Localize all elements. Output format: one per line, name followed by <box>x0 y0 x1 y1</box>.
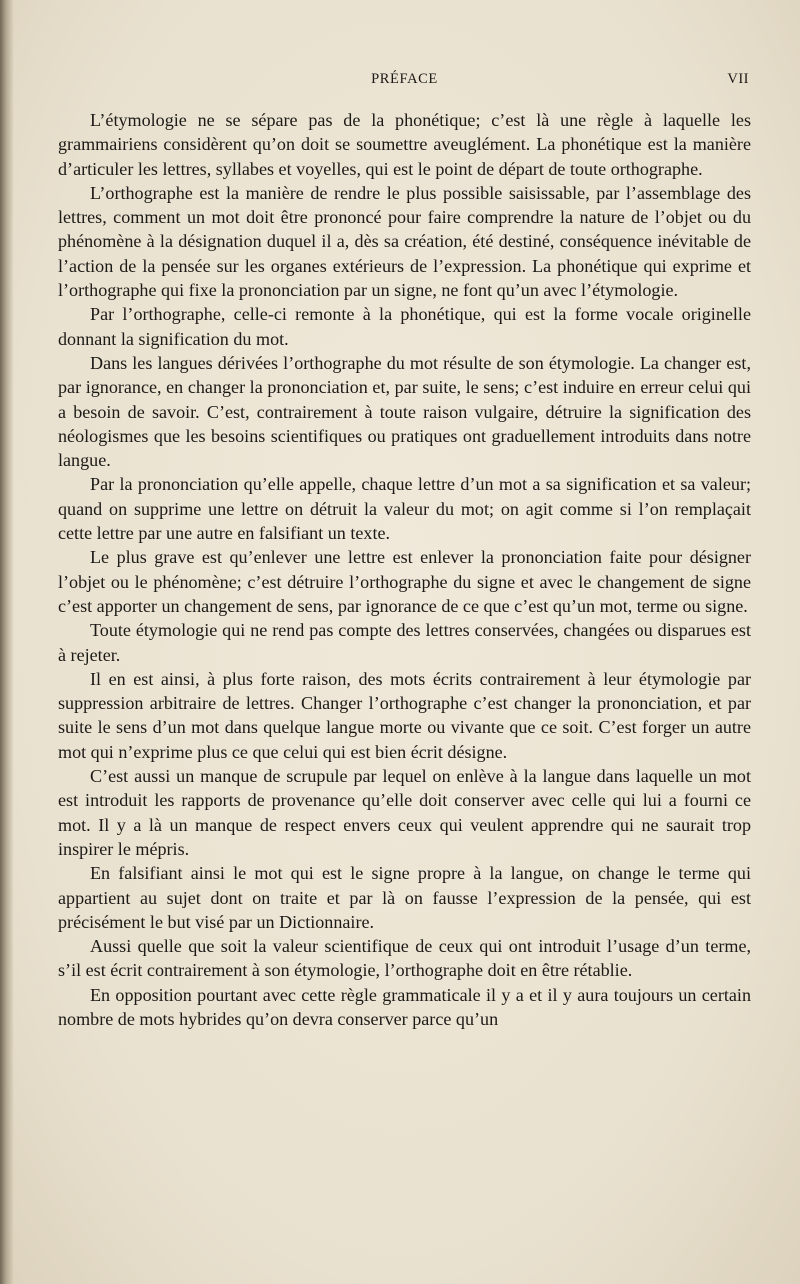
paragraph: En opposition pourtant avec cette règle grammaticale il y a et il y aura toujours un certain nombre de mots hybrides qu’on devra conserver parce qu’un <box>58 984 751 1029</box>
paragraph: Aussi quelle que soit la valeur scientifique de ceux qui ont introduit l’usage d’un terme, s’il est écrit contrairement à son étymologie, l’orthographe doit en être rétablie. <box>58 936 751 981</box>
paragraph: Par l’orthographe, celle-ci remonte à la phonétique, qui est la forme vocale originelle donnant la signification du mot. <box>58 304 751 349</box>
body-text <box>58 108 751 1031</box>
paragraph: Il en est ainsi, à plus forte raison, des mots écrits contrairement à leur étymologie par suppression arbitraire de lettres. Changer l’orthographe c’est changer la prononciation, et par suite le sens d’un mot dans quelque langue morte ou vivante que ce soit. C’est forger un autre mot qui n’exprime plus ce que celui qui est bien écrit désigne. <box>58 668 751 762</box>
paragraph: Le plus grave est qu’enlever une lettre est enlever la prononciation faite pour désigner l’objet ou le phénomène; c’est détruire l’orthographe du signe et avec le changement de signe c’est apporter un changement de sens, par ignorance de ce que c’est qu’un mot, terme ou signe. <box>58 547 751 616</box>
paragraph: L’orthographe est la manière de rendre le plus possible saisissable, par l’assemblage des lettres, comment un mot doit être prononcé pour faire comprendre la nature de l’objet ou du phénomène à la désignation duquel il a, dès sa création, été destiné, conséquence inévitable de l’action de la pensée sur les organes extérieurs de l’expression. La phonétique qui exprime et l’orthographe qui fixe la prononciation par un signe, ne font qu’un avec l’étymologie. <box>58 182 751 301</box>
paragraph: Par la prononciation qu’elle appelle, chaque lettre d’un mot a sa signification et sa valeur; quand on supprime une lettre on détruit la valeur du mot; on agit comme si l’on remplaçait cette lettre par une autre en falsifiant un texte. <box>58 474 751 544</box>
paragraph: L’étymologie ne se sépare pas de la phonétique; c’est là une règle à laquelle les grammairiens considèrent qu’on doit se soumettre aveuglément. La phonétique est la manière d’articuler les lettres, syllabes et voyelles, qui est le point de départ de toute orthographe. <box>58 110 751 179</box>
paragraph: C’est aussi un manque de scrupule par lequel on enlève à la langue dans laquelle un mot est introduit les rapports de provenance qu’elle doit conserver avec celle qui lui a fourni ce mot. Il y a là un manque de respect envers ceux qui veulent apprendre qui ne saurait trop inspirer le mépris. <box>58 766 751 859</box>
paragraph: Toute étymologie qui ne rend pas compte des lettres conservées, changées ou disparues est à rejeter. <box>58 620 751 665</box>
binding-shadow <box>0 0 14 1284</box>
page-header <box>58 71 751 95</box>
page-number: VII <box>727 71 749 87</box>
running-head: PRÉFACE <box>371 71 438 87</box>
paragraph: En falsifiant ainsi le mot qui est le signe propre à la langue, on change le terme qui appartient au sujet dont on traite et par là on fausse l’expression de la pensée, qui est précisément le but visé par un Dictionnaire. <box>58 863 751 932</box>
paragraph: Dans les langues dérivées l’orthographe du mot résulte de son étymologie. La changer est, par ignorance, en changer la prononciation et, par suite, le sens; c’est induire en erreur celui qui a besoin de savoir. C’est, contrairement à toute raison vulgaire, détruire la signification des néologismes que les besoins scientifiques ou pratiques ont graduellement introduits dans notre langue. <box>58 352 751 471</box>
